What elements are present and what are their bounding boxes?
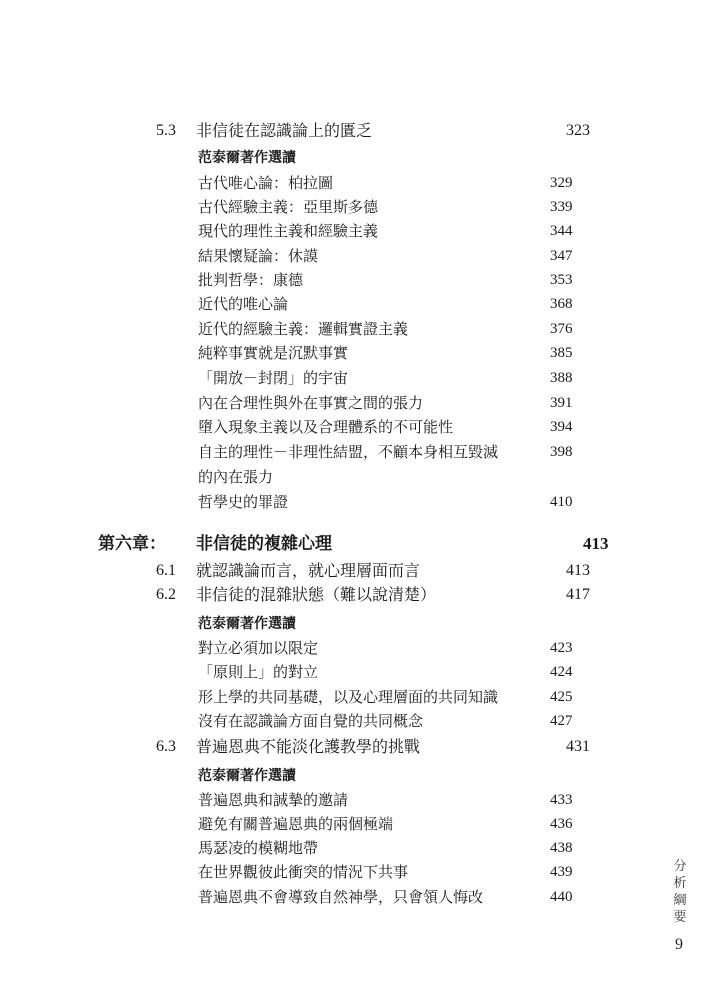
toc-entry [0,195,717,219]
entry-page: 376 [550,321,573,337]
toc-entry [0,366,717,390]
entry-page: 433 [550,792,573,808]
section-number: 5.3 [156,122,176,139]
toc-section-6-1 [0,559,717,583]
toc-entry [0,636,717,660]
section-title: 非信徒的混雜狀態（難以說清楚） [196,585,437,604]
toc-entry [0,885,717,909]
entry-page: 391 [550,395,573,411]
entry-title: 普遍恩典不會導致自然神學，只會領人悔改 [198,888,484,906]
toc-entry [0,788,717,812]
entry-page: 329 [550,175,573,191]
entry-title: 避免有關普遍恩典的兩個極端 [198,815,394,833]
toc-entry [0,660,717,684]
toc-entry [0,836,717,860]
toc-entry [0,317,717,341]
readings-heading [0,146,717,170]
entry-page: 385 [550,345,573,361]
entry-page: 427 [550,713,573,729]
entry-page: 438 [550,840,573,856]
toc-entry [0,219,717,243]
entry-title: 普遍恩典和誠摯的邀請 [198,791,349,809]
entry-title: 馬瑟凌的模糊地帶 [198,839,319,857]
entry-page: 394 [550,419,573,435]
chapter-page: 413 [583,534,609,553]
entry-title: 墮入現象主義以及合理體系的不可能性 [198,418,454,436]
toc-entry [0,709,717,733]
side-label-char: 綱 [673,893,687,908]
entry-title: 純粹事實就是沉默事實 [198,344,349,362]
entry-title: 批判哲學：康德 [198,271,304,289]
side-label-char: 分 [673,859,687,874]
entry-title: 內在合理性與外在事實之間的張力 [198,394,424,412]
entry-title: 「原則上」的對立 [198,663,319,681]
entry-page: 440 [550,889,573,905]
readings-heading [0,764,717,788]
toc-section-6-3 [0,735,717,759]
side-label-char: 析 [673,876,687,891]
toc-entry [0,685,717,709]
section-page: 323 [566,122,590,139]
readings-heading-text: 范泰爾著作選讀 [198,150,296,166]
entry-title: 近代的唯心論 [198,295,289,313]
toc-entry [0,860,717,884]
entry-page: 423 [550,640,573,656]
toc-entry [0,812,717,836]
toc-entry [0,171,717,195]
entry-title: 近代的經驗主義：邏輯實證主義 [198,320,409,338]
entry-page: 439 [550,864,573,880]
section-title: 就認識論而言，就心理層面而言 [196,561,421,580]
readings-heading [0,612,717,636]
entry-title: 古代唯心論：柏拉圖 [198,174,334,192]
toc-entry [0,341,717,365]
page-number: 9 [675,936,683,953]
entry-title: 的內在張力 [198,468,274,486]
section-page: 431 [566,738,590,755]
toc-section-6-2 [0,583,717,607]
toc-section-5-3 [0,119,717,143]
entry-title: 自主的理性－非理性結盟，不顧本身相互毀滅 [198,443,499,461]
section-page: 417 [566,586,590,603]
toc-entry [0,415,717,439]
section-title: 非信徒在認識論上的匱乏 [196,121,373,140]
section-number: 6.1 [156,562,176,579]
toc-entry [0,490,717,514]
toc-entry [0,391,717,415]
toc-entry [0,244,717,268]
entry-page: 388 [550,370,573,386]
entry-page: 344 [550,223,573,239]
entry-title: 在世界觀彼此衝突的情況下共事 [198,863,409,881]
chapter-number: 第六章： [98,534,166,554]
entry-title: 結果懷疑論：休謨 [198,247,319,265]
entry-page: 436 [550,816,573,832]
entry-title: 「開放－封閉」的宇宙 [198,369,349,387]
toc-entry [0,440,717,464]
entry-page: 398 [550,444,573,460]
section-number: 6.2 [156,586,176,603]
entry-title: 沒有在認識論方面自覺的共同概念 [198,712,424,730]
toc-chapter-6 [0,532,717,556]
entry-page: 424 [550,664,573,680]
entry-page: 339 [550,199,573,215]
entry-title: 哲學史的罪證 [198,493,289,511]
entry-page: 353 [550,272,573,288]
entry-page: 347 [550,248,573,264]
entry-title: 現代的理性主義和經驗主義 [198,222,379,240]
entry-page: 368 [550,296,573,312]
section-number: 6.3 [156,738,176,755]
side-section-label [670,858,690,926]
readings-heading-text: 范泰爾著作選讀 [198,768,296,784]
toc-entry [0,292,717,316]
section-page: 413 [566,562,590,579]
entry-title: 對立必須加以限定 [198,639,319,657]
entry-title: 古代經驗主義：亞里斯多德 [198,198,379,216]
chapter-title: 非信徒的複雜心理 [196,534,332,554]
entry-title: 形上學的共同基礎，以及心理層面的共同知識 [198,688,499,706]
entry-page: 425 [550,689,573,705]
readings-heading-text: 范泰爾著作選讀 [198,616,296,632]
toc-entry-continuation [0,465,717,489]
toc-entry [0,268,717,292]
side-label-char: 要 [673,910,687,925]
entry-page: 410 [550,494,573,510]
section-title: 普遍恩典不能淡化護教學的挑戰 [196,737,421,756]
